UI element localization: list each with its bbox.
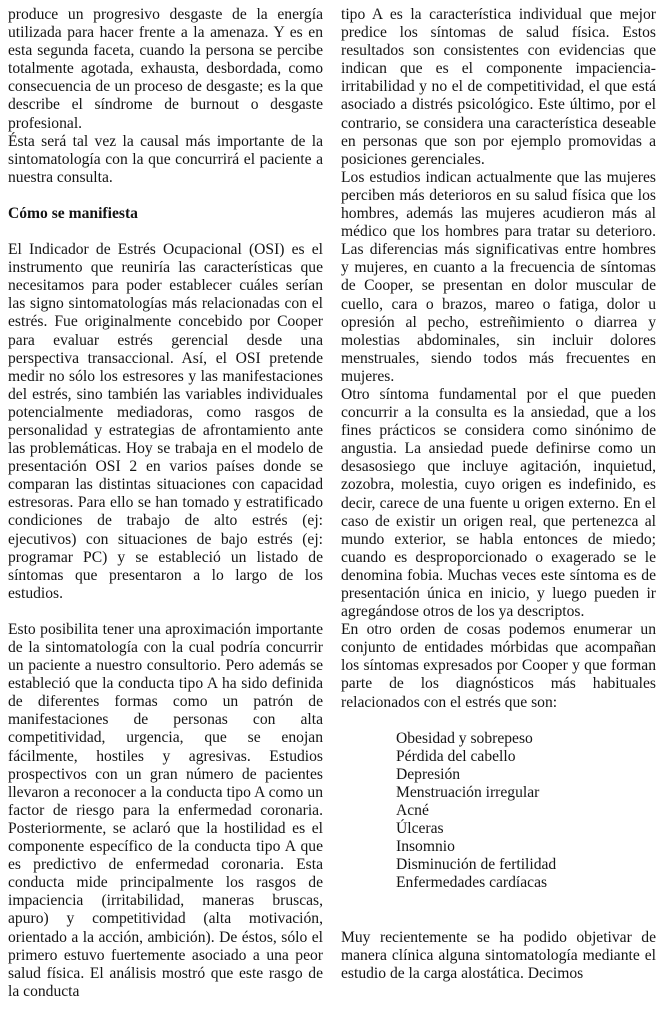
- paragraph-causal: Ésta será tal vez la causal más importante de la sintomatología con la que concurrirá el paciente a nuestra consulta.: [8, 132, 323, 186]
- list-item: Pérdida del cabello: [396, 747, 516, 765]
- list-item: Úlceras: [396, 820, 444, 838]
- spacer: [341, 712, 656, 730]
- paragraph-carga-alostatica: Muy recientemente se ha podido objetivar de manera clínica alguna sintomatología mediante el estudio de la carga alostática. Decimos: [341, 928, 656, 982]
- paragraph-osi: El Indicador de Estrés Ocupacional (OSI) es el instrumento que reuniría las características que necesitamos para poder establecer cuáles serían las signo sintomatologías más relacionadas con el estrés. Fue originalmente concebido por Cooper para evaluar estrés gerencial desde una perspectiva transaccional. Así, el OSI pretende medir no sólo los estresores y las manifestaciones del estrés, sino también las variables individuales potencialmente mediadoras, como rasgos de personalidad y estrategias de afrontamiento ante las problemáticas. Hoy se trabaja en el modelo de presentación OSI 2 en varios países donde se comparan las distintas situaciones con capacidad estresoras. Para ello se han tomado y estratificado condiciones de trabajo de alto estrés (ej: ejecutivos) con situaciones de bajo estrés (ej: programar PC) y se estableció un listado de síntomas que presentaron a lo largo de los estudios.: [8, 241, 323, 602]
- list-item: Insomnio: [396, 838, 455, 856]
- list-item: Menstruación irregular: [396, 783, 540, 801]
- left-column: [8, 6, 323, 1001]
- right-column: [341, 6, 656, 983]
- list-item: Disminución de fertilidad: [396, 856, 557, 874]
- paragraph-entidades: En otro orden de cosas podemos enumerar un conjunto de entidades mórbidas que acompañan los síntomas expresados por Cooper y que forman parte de los diagnósticos más habituales relacionados con el estrés que son:: [341, 621, 656, 711]
- list-item: Acné: [396, 802, 429, 820]
- disease-list: [341, 730, 656, 893]
- paragraph-ansiedad: Otro síntoma fundamental por el que pueden concurrir a la consulta es la ansiedad, que a los fines prácticos se considera como sinónimo de angustia. La ansiedad puede definirse como un desasosiego que incluye agitación, inquietud, zozobra, molestia, cuyo origen es indefinido, es decir, carece de una fuente u origen externo. En el caso de existir un origen real, que pertenezca al mundo exterior, se habla entonces de miedo; cuando es desproporcionado o exagerado se le denomina fobia. Muchas veces este síntoma es de presentación única en inicio, y luego pueden ir agregándose otros de los ya descriptos.: [341, 385, 656, 621]
- list-item: Obesidad y sobrepeso: [396, 729, 533, 747]
- spacer: [8, 603, 323, 621]
- paragraph-tipo-a-cont: tipo A es la característica individual que mejor predice los síntomas de salud física. Estos resultados son consistentes con evidencias que indican que es el componente impaciencia-irritabilidad y no el de competitividad, el que está asociado a distrés psicológico. Este último, por el contrario, se considera una característica deseable en personas que son por ejemplo promovidas a posiciones gerenciales.: [341, 6, 656, 168]
- spacer: [341, 893, 656, 911]
- spacer: [8, 223, 323, 241]
- list-item: Depresión: [396, 765, 461, 783]
- paragraph-tipo-a: Esto posibilita tener una aproximación importante de la sintomatología con la cual podría concurrir un paciente a nuestro consultorio. Pero además se estableció que la conducta tipo A ha sido definida de diferentes formas como un patrón de manifestaciones de personas con alta competitividad, urgencia, que se enojan fácilmente, hostiles y agresivas. Estudios prospectivos con un gran número de pacientes llevaron a reconocer a la conducta tipo A como un factor de riesgo para la enfermedad coronaria. Posteriormente, se aclaró que la hostilidad es el componente específico de la conducta tipo A que es predictivo de enfermedad coronaria. Esta conducta mide principalmente los rasgos de impaciencia (irritabilidad, maneras bruscas, apuro) y competitividad (alta motivación, orientado a la acción, ambición). De éstos, sólo el primero estuvo fuertemente asociado a una peor salud física. El análisis mostró que este rasgo de la conducta: [8, 620, 323, 1000]
- section-heading: Cómo se manifiesta: [8, 204, 138, 222]
- paragraph-mujeres: Los estudios indican actualmente que las mujeres perciben más deterioros en su salud física que los hombres, además las mujeres acudieron más al médico que los hombres para tratar su deterioro. Las diferencias más significativas entre hombres y mujeres, en cuanto a la frecuencia de síntomas de Cooper, se presentan en dolor muscular de cuello, cara o brazos, mareo o fatiga, dolor u opresión al pecho, estreñimiento o diarrea y molestias abdominales, sin incluir dolores menstruales, siendo todos más frecuentes en mujeres.: [341, 168, 656, 385]
- spacer: [8, 187, 323, 205]
- paragraph-burnout: produce un progresivo desgaste de la energía utilizada para hacer frente a la amenaza. Y es en esta segunda faceta, cuando la persona se percibe totalmente agotada, exhausta, desbordada, como consecuencia de un proceso de desgaste; es la que describe el síndrome de burnout o desgaste profesional.: [8, 6, 323, 132]
- list-item: Enfermedades cardíacas: [396, 874, 548, 892]
- spacer: [341, 911, 656, 929]
